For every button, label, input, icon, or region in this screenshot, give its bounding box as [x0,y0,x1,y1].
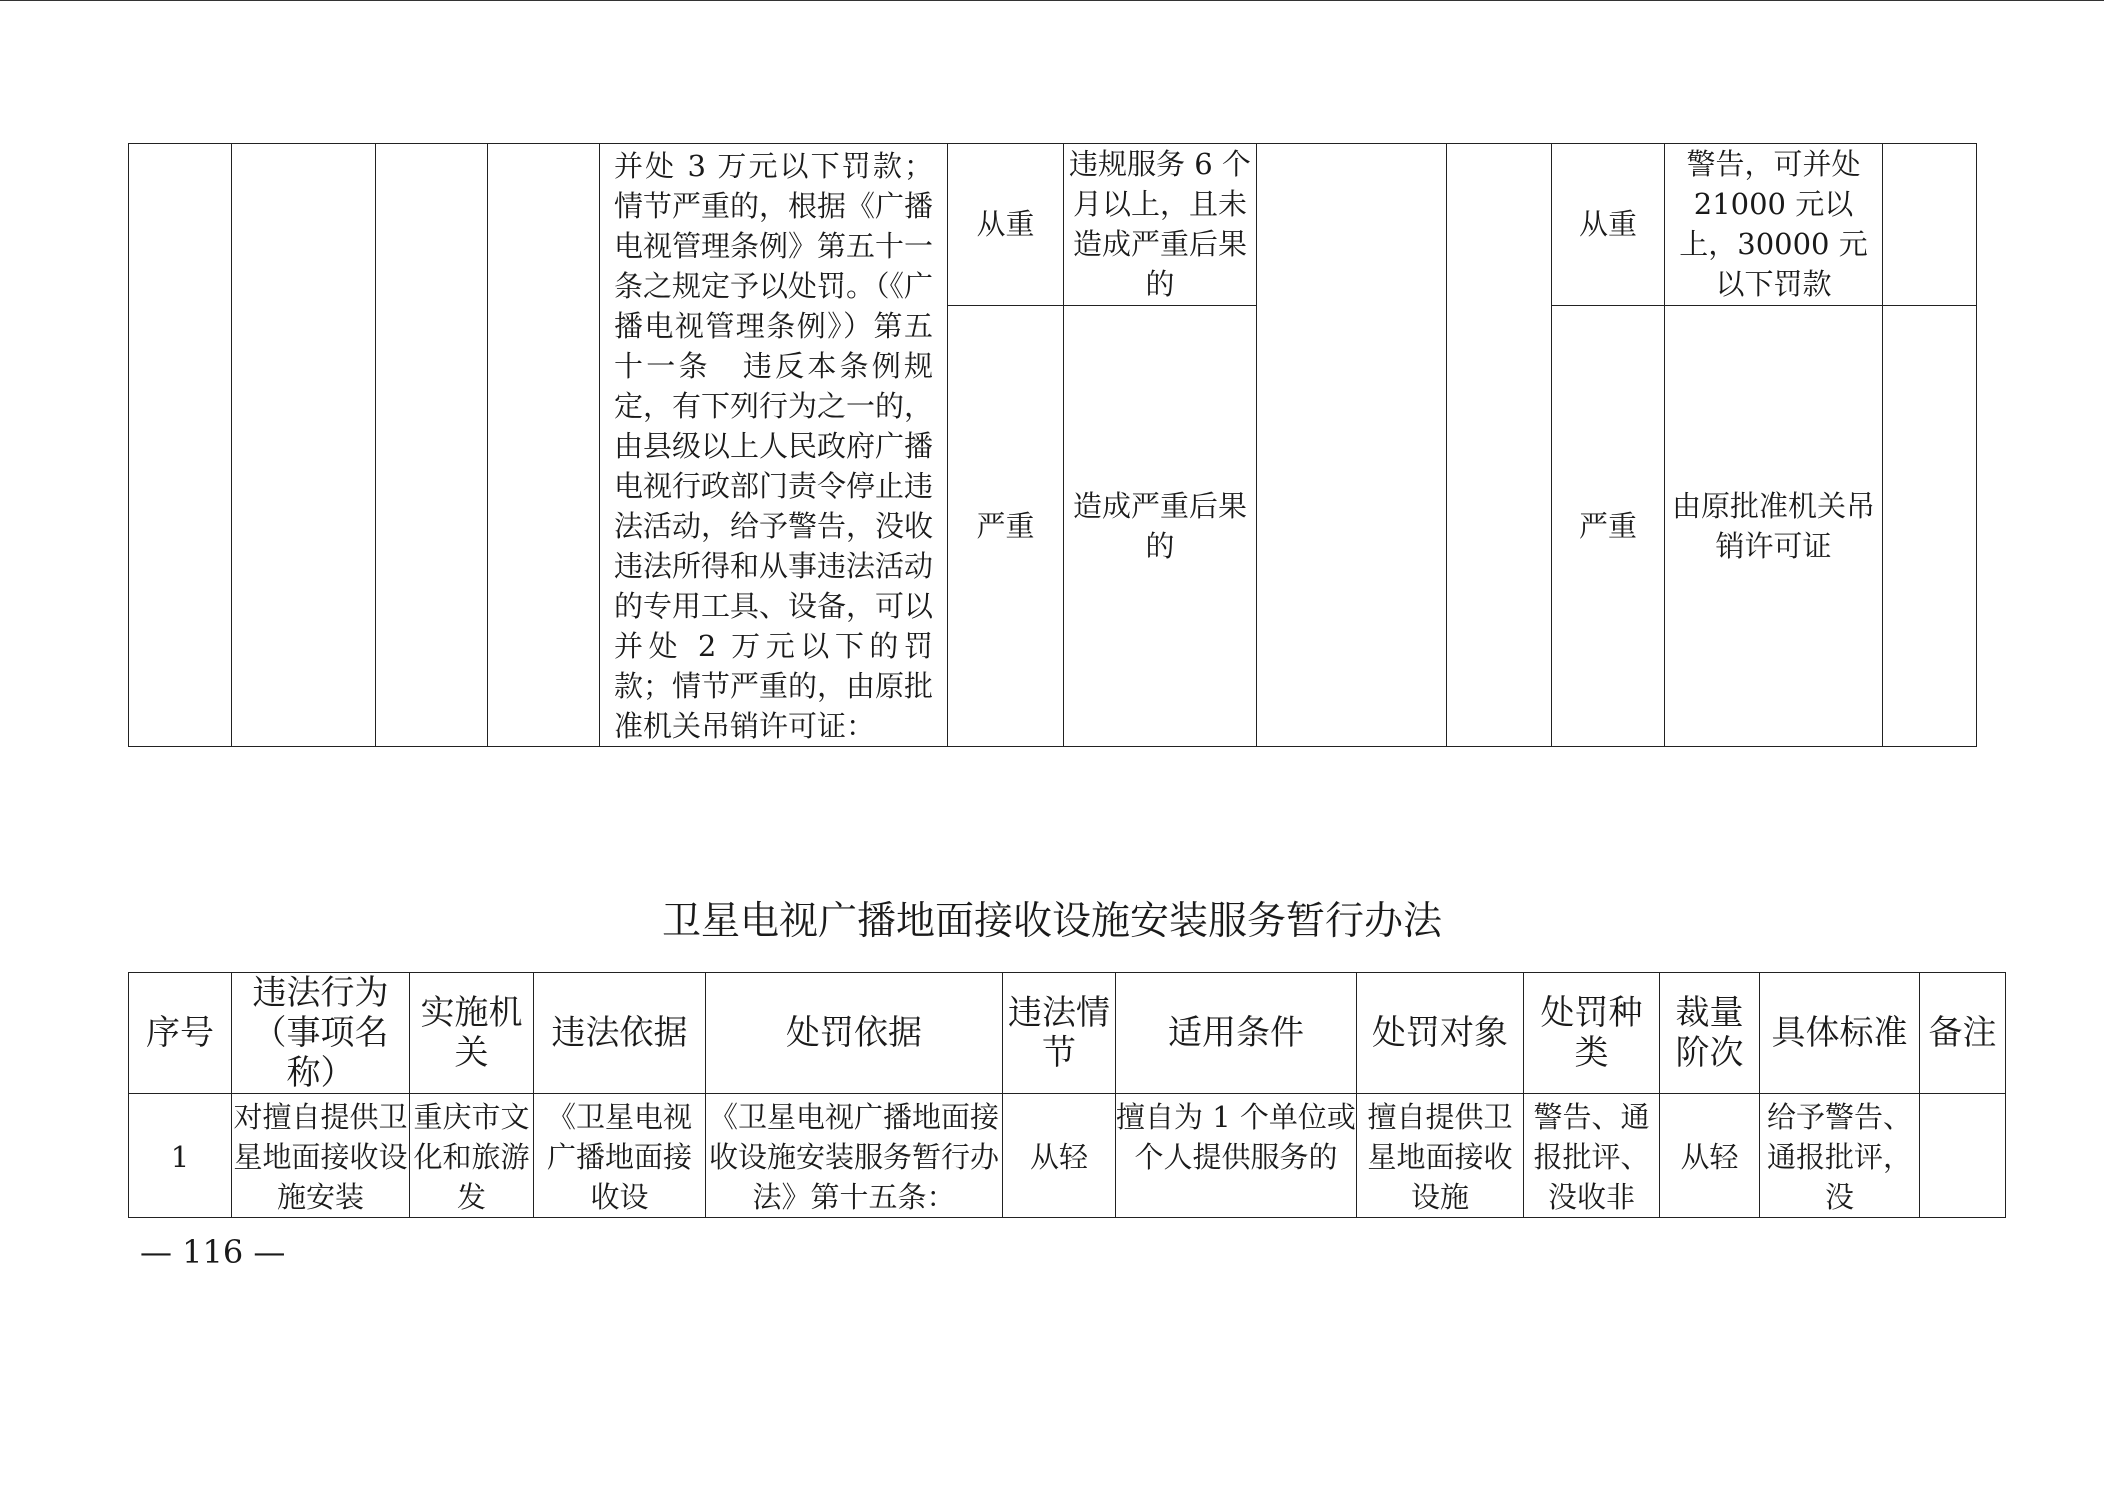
cell-agency [376,144,488,747]
row-circumstance: 从轻 [1003,1094,1116,1218]
header-cell: 处罚依据 [706,973,1003,1094]
row-agency: 重庆市文化和旅游发 [410,1094,534,1218]
row-remark [1920,1094,2006,1218]
cell-act [232,144,376,747]
header-cell: 违法依据 [534,973,706,1094]
header-cell: 处罚对象 [1357,973,1524,1094]
header-cell: 违法行为（事项名称） [232,973,410,1094]
continued-row-heavier [129,144,1977,306]
header-cell: 实施机关 [410,973,534,1094]
row-level: 从轻 [1660,1094,1760,1218]
continued-table [128,143,1977,747]
penalty-basis-text: 并处 3 万元以下罚款；情节严重的，根据《广播电视管理条例》第五十一条之规定予以处罚。（《广播电视管理条例》）第五十一条 违反本条例规定，有下列行为之一的，由县级以上人民政府广播电视行政部门责令停止违法活动，给予警告，没收违法所得和从事违法活动的专用工具、设备，可以并处 2 万元以下的罚款；情节严重的，由原批准机关吊销许可证： [600,144,948,747]
level-cell: 严重 [1552,305,1665,746]
remark-cell [1883,305,1977,746]
header-cell: 违法情节 [1003,973,1116,1094]
page-number: — 116 — [140,1233,286,1271]
row-target: 擅自提供卫星地面接收设施 [1357,1094,1524,1218]
row-legal-basis: 《卫星电视广播地面接收设 [534,1094,706,1218]
remark-cell [1883,144,1977,306]
row-penalty-type: 警告、通报批评、没收非 [1524,1094,1660,1218]
condition-cell: 造成严重后果的 [1064,305,1257,746]
standard-cell: 由原批准机关吊销许可证 [1665,305,1883,746]
cell-penalty-type [1447,144,1552,747]
table-row [129,1094,2006,1218]
condition-cell: 违规服务 6 个月以上，且未造成严重后果的 [1064,144,1257,306]
row-standard: 给予警告、通报批评，没 [1760,1094,1920,1218]
header-cell: 裁量阶次 [1660,973,1760,1094]
circumstance-cell: 严重 [948,305,1064,746]
level-cell: 从重 [1552,144,1665,306]
row-no: 1 [129,1094,232,1218]
penalty-table [128,972,2006,1218]
header-cell: 备注 [1920,973,2006,1094]
header-cell: 具体标准 [1760,973,1920,1094]
circumstance-cell: 从重 [948,144,1064,306]
row-condition: 擅自为 1 个单位或个人提供服务的 [1116,1094,1357,1218]
section-title: 卫星电视广播地面接收设施安装服务暂行办法 [661,899,1442,944]
row-act: 对擅自提供卫星地面接收设施安装 [232,1094,410,1218]
cell-target [1257,144,1447,747]
row-penalty-basis: 《卫星电视广播地面接收设施安装服务暂行办法》第十五条： [706,1094,1003,1218]
header-cell: 序号 [129,973,232,1094]
cell-legal-basis [488,144,600,747]
page-top-rule [0,0,2104,1]
header-cell: 适用条件 [1116,973,1357,1094]
header-cell: 处罚种类 [1524,973,1660,1094]
cell-no [129,144,232,747]
standard-cell: 警告，可并处 21000 元以上，30000 元以下罚款 [1665,144,1883,306]
header-row [129,973,2006,1094]
